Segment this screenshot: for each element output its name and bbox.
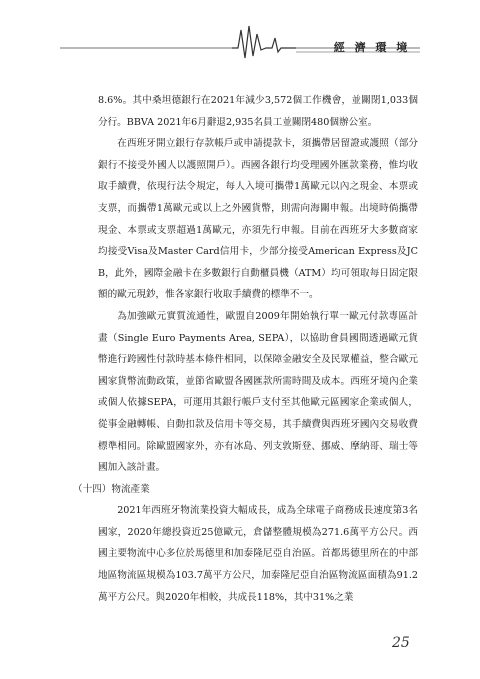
section-title: 經 濟 環 境 bbox=[333, 41, 411, 54]
page-content bbox=[73, 90, 418, 608]
paragraph-sepa: 為加強歐元實質流通性，歐盟自2009年開始執行單一歐元付款專區計畫（Single Euro Payments Area, SEPA），以協助會員國間透過歐元貨幣進行跨國性付款時基本條件相同，以保障金融安全及民眾權益，整合歐元國家貨幣流動政策，並節省歐盟各國匯款所需時間及成本。西班牙境內企業或個人依據SEPA，可運用其銀行帳戶支付至其他歐元區國家企業或個人，從事金融轉帳、自動扣款及信用卡等交易，其手續費與西班牙國內交易收費標準相同。除歐盟國家外，亦有冰島、列支敦斯登、挪威、摩納哥、瑞士等國加入該計畫。 bbox=[98, 310, 418, 474]
paragraph-logistics: 2021年西班牙物流業投資大幅成長，成為全球電子商務成長速度第3名國家，2020年總投資近25億歐元，倉儲整體規模為271.6萬平方公尺。西國主要物流中心多位於馬德里和加泰隆尼亞自治區。首都馬德里所在的中部地區物流區規模為103.7萬平方公尺，加泰隆尼亞自治區物流區面積為91.2萬平方公尺。與2020年相較，共成長118%，其中31%之業 bbox=[98, 505, 418, 603]
ecg-wave-icon bbox=[232, 26, 296, 58]
page-header bbox=[0, 0, 480, 70]
header-decoration bbox=[0, 0, 480, 70]
page-number: 25 bbox=[392, 635, 410, 651]
paragraph-bank-accounts: 在西班牙開立銀行存款帳戶或申請提款卡，須攜帶居留證或護照（部分銀行不接受外國人以護照開戶）。西國各銀行均受理國外匯款業務，惟均收取手續費，依現行法令規定，每人入境可攜帶1萬歐元以內之現金、本票或支票，而攜帶1萬歐元或以上之外國貨幣，則需向海關申報。出境時倘攜帶現金、本票或支票超過1萬歐元，亦須先行申報。目前在西班牙大多數商家均接受Visa及Master Card信用卡，少部分接受American Express及JCB，此外，國際金融卡在多數銀行自動櫃員機（ATM）均可領取每日固定限額的歐元現鈔，惟各家銀行收取手續費的標準不一。 bbox=[98, 138, 418, 301]
section-heading-logistics: （十四）物流產業 bbox=[73, 483, 150, 495]
paragraph-banking-jobs: 8.6%。其中桑坦德銀行在2021年減少3,572個工作機會，並關閉1,033個分行。BBVA 2021年6月辭退2,935名員工並關閉480個辦公室。 bbox=[98, 95, 418, 128]
